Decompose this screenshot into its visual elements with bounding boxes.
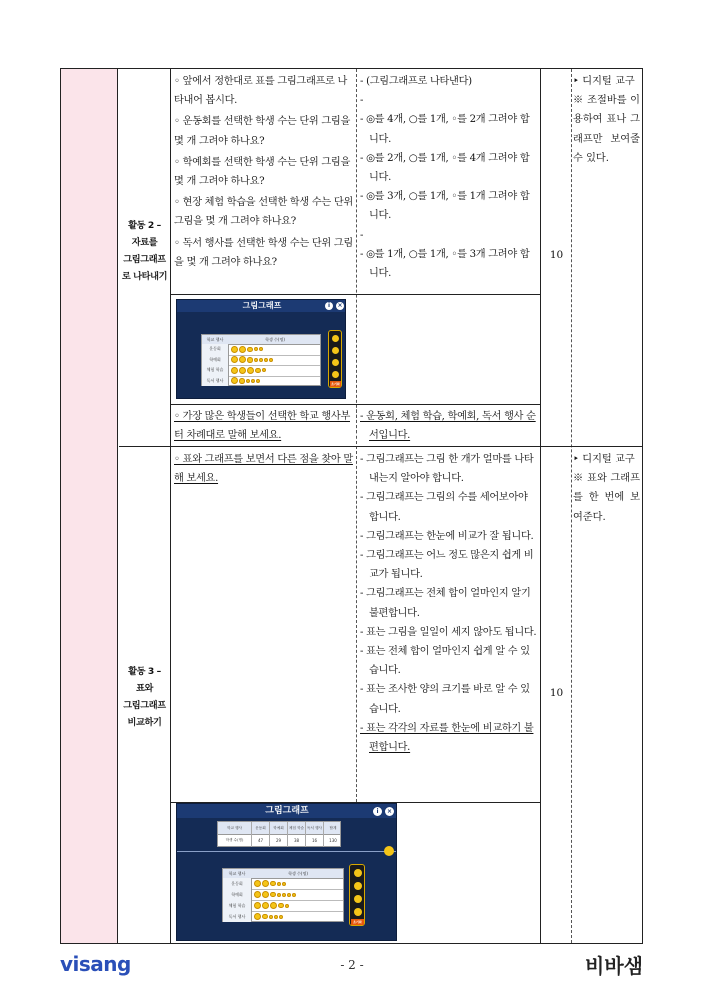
smiley-icon <box>269 358 273 362</box>
page-number: - 2 - <box>340 958 364 972</box>
smiley-icon <box>277 893 281 897</box>
activity-3-label: 활동 3 – 표와 그림그래프 비교하기 <box>123 666 166 728</box>
visang-logo: visang <box>60 952 131 976</box>
activity-3-answers: - 그림그래프는 그림 한 개가 얼마를 나타내는지 알아야 합니다. - 그림그래프는 그림의 수를 세어보아야 합니다. - 그림그래프는 한눈에 비교가 잘 됩니다. - 그림그래프는 어느 정도 많은지 쉽게 비교가 됩니다. - 그림그래프는 전체 합이 얼마인지 알기 불편합니다. - 표는 그림을 일일이 세지 않아도 됩니다. - 표는 전체 합이 얼마인지 쉽게 알 수 있습니다. - 표는 조사한 양의 크기를 바로 알 수 있습니다. - 표는 각각의 자료를 한눈에 비교하기 불편합니다. <box>360 454 537 754</box>
smiley-icon <box>270 881 276 887</box>
smiley-icon <box>231 346 238 353</box>
smiley-icon <box>254 902 261 909</box>
activity-2-time: 10 <box>549 249 564 261</box>
smiley-icon <box>254 880 261 887</box>
pictograph-app-screenshot-1 <box>176 299 346 399</box>
slider-handle[interactable] <box>384 846 394 856</box>
smiley-icon <box>262 368 266 372</box>
smiley-icon <box>247 347 253 353</box>
smiley-icon <box>262 914 268 920</box>
activity-2-questions: ◦ 앞에서 정한대로 표를 그림그래프로 나타내어 봅시다. ◦ 운동회를 선택한 학생 수는 단위 그림을 몇 개 그려야 하나요? ◦ 학예회를 선택한 학생 수는 단위 그림을 몇 개 그려야 하나요? ◦ 현장 체험 학습을 선택한 학생 수는 단위 그림을 몇 개 그려야 하나요? ◦ 독서 행사를 선택한 학생 수는 단위 그림을 몇 개 그려야 하나요? <box>174 76 353 268</box>
smiley-icon <box>259 358 263 362</box>
pictograph-table: 학교 행사 학생 수(명) 운동회 학예회 체험 학습 독서 행사 <box>201 334 321 386</box>
app-title: 그림그래프 <box>242 301 282 310</box>
data-table: 학교 행사 운동회 학예회 체험 학습 독서 행사 합계 학생 수(명) 47 29 38 16 130 <box>217 821 341 847</box>
activity-2-answers: - (그림그래프로 나타낸다) - - ◎를 4개, ○를 1개, ◦를 2개 그려야 합니다. - ◎를 2개, ○를 1개, ◦를 4개 그려야 합니다. - ◎를 3개, ○를 1개, ◦를 1개 그려야 합니다. - - ◎를 1개, ○를 1개, ◦를 3개 그려야 합니다. <box>360 76 530 280</box>
pictograph-app-screenshot-2 <box>176 803 397 941</box>
smiley-icon <box>246 379 250 383</box>
activity-2-label: 활동 2 – 자료를 그림그래프 로 나타내기 <box>121 220 168 282</box>
adjust-control-bar[interactable] <box>328 330 342 388</box>
close-icon: × <box>386 808 393 815</box>
smiley-icon <box>282 882 286 886</box>
activity-3-time: 10 <box>549 687 564 699</box>
smiley-icon <box>254 913 261 920</box>
smiley-icon <box>262 891 269 898</box>
close-icon: × <box>337 302 343 309</box>
activity-3-note: ‣ 디지털 교구 ※ 표와 그래프를 한 번에 보여준다. <box>573 454 640 523</box>
smiley-icon <box>282 893 286 897</box>
smiley-icon <box>259 347 263 351</box>
stage-column <box>61 69 118 943</box>
pictograph-table: 학교 행사 학생 수(명) 운동회 학예회 체험 학습 독서 행사 <box>222 868 344 922</box>
smiley-icon <box>262 880 269 887</box>
activity-2-order-answer: - 운동회, 체험 학습, 학예회, 독서 행사 순서입니다. <box>360 411 536 442</box>
reset-button[interactable]: 초기화 <box>351 919 364 925</box>
smiley-icon <box>270 892 276 898</box>
info-icon: i <box>373 807 382 816</box>
activity-3-question: ◦ 표와 그래프를 보면서 다른 점을 찾아 말해 보세요. <box>174 454 353 485</box>
app-title: 그림그래프 <box>265 806 309 816</box>
info-icon: i <box>325 302 333 310</box>
lesson-table <box>60 68 643 944</box>
smiley-icon <box>287 893 291 897</box>
smiley-icon <box>239 378 245 384</box>
smiley-icon <box>277 882 281 886</box>
smiley-icon <box>285 904 289 908</box>
smiley-icon <box>262 902 269 909</box>
smiley-icon <box>264 358 268 362</box>
smiley-icon <box>254 347 258 351</box>
smiley-icon <box>247 367 254 374</box>
adjust-control-bar[interactable] <box>349 864 365 926</box>
smiley-icon <box>269 915 273 919</box>
vivasam-logo: 비바샘 <box>585 954 643 978</box>
smiley-icon <box>247 357 253 363</box>
smiley-icon <box>231 367 238 374</box>
activity-2-order-question: ◦ 가장 많은 학생들이 선택한 학교 행사부터 차례대로 말해 보세요. <box>174 411 350 442</box>
smiley-icon <box>256 379 260 383</box>
smiley-icon <box>239 367 246 374</box>
smiley-icon <box>254 891 261 898</box>
smiley-icon <box>255 368 261 374</box>
smiley-icon <box>251 379 255 383</box>
smiley-icon <box>279 915 283 919</box>
smiley-icon <box>274 915 278 919</box>
slider-track[interactable] <box>177 851 396 852</box>
smiley-icon <box>254 358 258 362</box>
smiley-icon <box>278 903 284 909</box>
reset-button[interactable]: 초기화 <box>331 382 340 386</box>
smiley-icon <box>239 346 246 353</box>
activity-2-note: ‣ 디지털 교구 ※ 조절바를 이용하여 표나 그래프만 보여줄 수 있다. <box>573 76 640 164</box>
smiley-icon <box>292 893 296 897</box>
smiley-icon <box>270 902 277 909</box>
